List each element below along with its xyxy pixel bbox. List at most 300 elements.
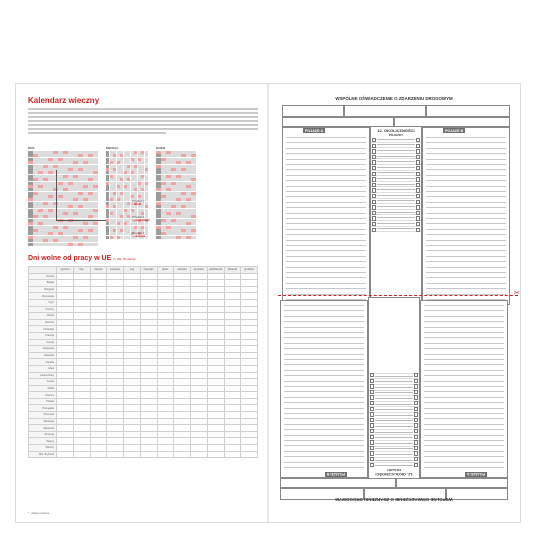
column-header: grudzień — [241, 267, 258, 274]
row-text — [375, 437, 413, 438]
holiday-cell — [241, 346, 258, 353]
country-cell: Francja — [29, 332, 57, 339]
holiday-cell — [107, 398, 124, 405]
holiday-cell — [157, 359, 174, 366]
checkbox-a[interactable] — [414, 395, 418, 399]
form-line — [424, 413, 504, 414]
holiday-cell — [207, 398, 224, 405]
form-line — [286, 256, 366, 257]
holiday-cell — [124, 412, 141, 419]
checkbox-b[interactable] — [416, 228, 420, 232]
holiday-cell — [157, 365, 174, 372]
country-cell: Luksemburg — [29, 372, 57, 379]
table-row — [29, 372, 258, 379]
holiday-cell — [57, 359, 74, 366]
calendar-cell — [43, 243, 48, 246]
holiday-cell — [124, 299, 141, 306]
checkbox-a[interactable] — [414, 379, 418, 383]
form-line — [284, 435, 364, 436]
holiday-cell — [124, 332, 141, 339]
row-text — [377, 223, 415, 224]
holiday-cell — [90, 299, 107, 306]
checkbox-b[interactable] — [370, 395, 374, 399]
calendar-cell — [171, 236, 176, 239]
row-text — [377, 161, 415, 162]
holiday-cell — [90, 306, 107, 313]
holiday-cell — [191, 392, 208, 399]
holiday-cell — [224, 438, 241, 445]
holiday-cell — [191, 346, 208, 353]
form-field-date[interactable] — [282, 105, 344, 117]
calendar-cell — [78, 243, 83, 246]
row-text — [375, 404, 413, 405]
country-cell: Czechy — [29, 306, 57, 313]
holiday-cell — [191, 286, 208, 293]
checkbox-a[interactable] — [414, 440, 418, 444]
form-line — [284, 327, 364, 328]
holiday-cell — [241, 339, 258, 346]
form-half-upright — [282, 105, 508, 305]
form-line — [424, 403, 504, 404]
holiday-cell — [90, 326, 107, 333]
circumstance-row — [369, 446, 419, 452]
holiday-cell — [73, 299, 90, 306]
intro-line — [28, 112, 258, 114]
holiday-cell — [90, 293, 107, 300]
holiday-cell — [157, 299, 174, 306]
holiday-cell — [241, 438, 258, 445]
holiday-cell — [73, 326, 90, 333]
form-line — [426, 223, 506, 224]
holiday-cell — [124, 392, 141, 399]
column-header: maj — [124, 267, 141, 274]
holiday-cell — [57, 418, 74, 425]
holiday-cell — [174, 445, 191, 452]
holiday-cell — [241, 280, 258, 287]
holiday-cell — [157, 425, 174, 432]
holiday-cell — [191, 438, 208, 445]
country-cell: Słowenia — [29, 425, 57, 432]
checkbox-b[interactable] — [370, 407, 374, 411]
holiday-cell — [157, 332, 174, 339]
holiday-cell — [107, 299, 124, 306]
holiday-cell — [90, 273, 107, 280]
form-line — [284, 354, 364, 355]
form-line — [286, 148, 366, 149]
holiday-cell — [73, 332, 90, 339]
form-line — [284, 403, 364, 404]
holiday-cell — [140, 286, 157, 293]
holiday-cell — [90, 372, 107, 379]
checkbox-b[interactable] — [370, 390, 374, 394]
form-line — [286, 159, 366, 160]
row-text — [375, 393, 413, 394]
form-line — [424, 430, 504, 431]
holiday-cell — [140, 405, 157, 412]
checkbox-a[interactable] — [414, 463, 418, 467]
row-text — [377, 172, 415, 173]
form-line — [426, 256, 506, 257]
holiday-cell — [140, 379, 157, 386]
form-line — [284, 397, 364, 398]
holiday-cell — [157, 286, 174, 293]
holiday-cell — [191, 451, 208, 458]
calendar-title: MIESIĄC — [106, 146, 119, 150]
checkbox-a[interactable] — [414, 457, 418, 461]
holiday-cell — [191, 293, 208, 300]
holiday-cell — [191, 352, 208, 359]
checkbox-b[interactable] — [370, 440, 374, 444]
row-text — [375, 382, 413, 383]
row-text — [377, 167, 415, 168]
form-line — [424, 322, 504, 323]
form-line — [286, 267, 366, 268]
holiday-cell — [124, 339, 141, 346]
country-cell: Bułgaria — [29, 286, 57, 293]
holiday-cell — [57, 299, 74, 306]
form-line — [424, 381, 504, 382]
row-text — [375, 449, 413, 450]
holiday-cell — [224, 280, 241, 287]
holiday-cell — [207, 299, 224, 306]
holiday-cell — [207, 438, 224, 445]
holiday-cell — [224, 319, 241, 326]
holiday-cell — [73, 412, 90, 419]
holiday-cell — [57, 379, 74, 386]
form-line — [424, 419, 504, 420]
checkbox-a[interactable] — [414, 373, 418, 377]
holiday-cell — [57, 273, 74, 280]
form-line — [424, 462, 504, 463]
country-cell: Węgry — [29, 438, 57, 445]
holiday-cell — [73, 385, 90, 392]
holiday-cell — [207, 352, 224, 359]
column-header: kwiecień — [107, 267, 124, 274]
circumstance-row — [369, 412, 419, 418]
holiday-cell — [241, 286, 258, 293]
checkbox-b[interactable] — [370, 384, 374, 388]
checkbox-b[interactable] — [370, 423, 374, 427]
holiday-cell — [124, 346, 141, 353]
form-field-location[interactable] — [344, 105, 426, 117]
form-line — [286, 218, 366, 219]
country-cell: Rumunia — [29, 412, 57, 419]
country-cell: Niemcy — [29, 392, 57, 399]
checkbox-a[interactable] — [414, 407, 418, 411]
country-cell: Wlk. Brytania — [29, 451, 57, 458]
vehicle-b-header: POJAZD B — [326, 472, 345, 477]
holiday-cell — [174, 273, 191, 280]
holiday-cell — [191, 372, 208, 379]
form-line — [284, 392, 364, 393]
holiday-cell — [241, 405, 258, 412]
form-line — [286, 180, 366, 181]
form-line — [424, 397, 504, 398]
holiday-cell — [73, 346, 90, 353]
form-line — [286, 272, 366, 273]
holiday-cell — [90, 352, 107, 359]
checkbox-b[interactable] — [370, 457, 374, 461]
form-field-injuries[interactable] — [426, 105, 510, 117]
holiday-cell — [107, 445, 124, 452]
form-line — [284, 462, 364, 463]
form-field-witnesses[interactable] — [280, 478, 396, 488]
holiday-cell — [57, 286, 74, 293]
holiday-cell — [124, 280, 141, 287]
checkbox-a[interactable] — [372, 228, 376, 232]
row-text — [375, 409, 413, 410]
vehicle-b-section — [422, 127, 510, 305]
form-line — [286, 169, 366, 170]
holiday-cell — [207, 365, 224, 372]
holiday-cell — [191, 313, 208, 320]
checkbox-b[interactable] — [370, 401, 374, 405]
form-line — [284, 365, 364, 366]
holiday-cell — [73, 313, 90, 320]
holiday-cell — [207, 273, 224, 280]
holiday-cell — [241, 332, 258, 339]
holiday-cell — [157, 445, 174, 452]
holiday-cell — [107, 273, 124, 280]
circumstance-row — [369, 462, 419, 468]
example-result: = niedziela — [132, 235, 146, 239]
holiday-cell — [241, 418, 258, 425]
holiday-cell — [57, 346, 74, 353]
holiday-cell — [57, 425, 74, 432]
holiday-cell — [124, 319, 141, 326]
row-text — [377, 195, 415, 196]
holiday-cell — [107, 438, 124, 445]
holiday-cell — [107, 418, 124, 425]
holiday-cell — [73, 365, 90, 372]
holiday-cell — [57, 398, 74, 405]
row-text — [377, 144, 415, 145]
holiday-cell — [90, 379, 107, 386]
circumstance-row — [369, 429, 419, 435]
guide-arrow — [56, 220, 106, 221]
form-line — [426, 283, 506, 284]
holiday-cell — [73, 379, 90, 386]
holiday-cell — [174, 385, 191, 392]
country-cell: Portugalia — [29, 405, 57, 412]
holiday-cell — [140, 431, 157, 438]
form-line — [424, 446, 504, 447]
holiday-cell — [207, 385, 224, 392]
form-line — [426, 213, 506, 214]
holiday-cell — [207, 412, 224, 419]
form-line — [286, 142, 366, 143]
holiday-cell — [191, 431, 208, 438]
calendar-cell — [68, 243, 73, 246]
circumstance-row — [369, 395, 419, 401]
calendar-cell — [181, 236, 186, 239]
checkbox-a[interactable] — [414, 451, 418, 455]
holiday-cell — [90, 280, 107, 287]
holiday-cell — [73, 372, 90, 379]
holiday-cell — [157, 385, 174, 392]
holiday-cell — [57, 352, 74, 359]
holiday-cell — [174, 293, 191, 300]
table-row — [29, 313, 258, 320]
holiday-cell — [107, 306, 124, 313]
row-text — [375, 460, 413, 461]
holiday-cell — [241, 425, 258, 432]
holiday-cell — [207, 339, 224, 346]
column-header: sierpień — [174, 267, 191, 274]
holiday-cell — [90, 286, 107, 293]
holiday-cell — [157, 392, 174, 399]
holiday-cell — [124, 405, 141, 412]
calendar-cell — [48, 243, 53, 246]
holiday-cell — [174, 346, 191, 353]
holiday-cell — [241, 392, 258, 399]
form-line — [426, 229, 506, 230]
checkbox-a[interactable] — [414, 429, 418, 433]
circumstances-section — [370, 126, 422, 308]
checkbox-a[interactable] — [414, 390, 418, 394]
checkbox-b[interactable] — [370, 373, 374, 377]
holiday-cell — [191, 359, 208, 366]
holiday-cell — [207, 306, 224, 313]
calendar-cell — [93, 243, 98, 246]
checkbox-a[interactable] — [414, 446, 418, 450]
checkbox-b[interactable] — [370, 379, 374, 383]
intro-line — [28, 116, 258, 118]
calendar-cell — [145, 236, 148, 239]
country-cell: Finlandia — [29, 326, 57, 333]
form-line — [284, 430, 364, 431]
holiday-cell — [207, 286, 224, 293]
holiday-cell — [241, 398, 258, 405]
holiday-cell — [124, 379, 141, 386]
checkbox-b[interactable] — [370, 446, 374, 450]
holiday-cell — [90, 392, 107, 399]
checkbox-b[interactable] — [370, 435, 374, 439]
intro-line — [28, 124, 258, 126]
holiday-cell — [57, 438, 74, 445]
calendar-cell — [33, 243, 38, 246]
form-line — [426, 169, 506, 170]
holiday-cell — [241, 372, 258, 379]
holiday-cell — [157, 280, 174, 287]
country-cell: Łotwa — [29, 379, 57, 386]
row-text — [377, 189, 415, 190]
intro-line — [28, 120, 258, 122]
form-line — [424, 338, 504, 339]
holiday-cell — [207, 431, 224, 438]
holiday-cell — [174, 398, 191, 405]
holiday-cell — [191, 425, 208, 432]
form-line — [286, 207, 366, 208]
form-line — [426, 153, 506, 154]
calendar-cell — [186, 236, 191, 239]
holiday-cell — [57, 319, 74, 326]
holiday-cell — [174, 431, 191, 438]
form-line — [286, 137, 366, 138]
vehicle-a-header: POJAZD A — [305, 128, 324, 133]
checkbox-b[interactable] — [370, 418, 374, 422]
form-line — [284, 381, 364, 382]
circumstance-row — [369, 384, 419, 390]
example-2 — [132, 216, 150, 223]
circumstance-row — [369, 440, 419, 446]
holiday-cell — [174, 306, 191, 313]
checkbox-b[interactable] — [370, 429, 374, 433]
holiday-cell — [124, 398, 141, 405]
holiday-cell — [124, 359, 141, 366]
holiday-cell — [174, 332, 191, 339]
form-line — [426, 288, 506, 289]
form-line — [424, 376, 504, 377]
form-line — [424, 349, 504, 350]
holiday-cell — [57, 405, 74, 412]
table-row — [29, 306, 258, 313]
table-row — [29, 352, 258, 359]
holiday-cell — [140, 451, 157, 458]
form-line — [424, 386, 504, 387]
checkbox-b[interactable] — [370, 412, 374, 416]
circumstance-row — [369, 434, 419, 440]
holiday-cell — [157, 431, 174, 438]
vehicle-a-section — [420, 300, 508, 478]
holiday-cell — [174, 451, 191, 458]
holiday-cell — [207, 418, 224, 425]
holiday-cell — [174, 352, 191, 359]
calendar-cell — [161, 236, 166, 239]
form-line — [286, 186, 366, 187]
form-line — [286, 164, 366, 165]
checkbox-b[interactable] — [370, 463, 374, 467]
table-row — [29, 359, 258, 366]
checkbox-a[interactable] — [414, 423, 418, 427]
form-line — [286, 229, 366, 230]
checkbox-a[interactable] — [414, 412, 418, 416]
holiday-cell — [73, 352, 90, 359]
holiday-cell — [224, 313, 241, 320]
holiday-cell — [57, 445, 74, 452]
form-line — [426, 142, 506, 143]
holiday-cell — [224, 293, 241, 300]
column-header: czerwiec — [140, 267, 157, 274]
form-line — [284, 408, 364, 409]
holiday-cell — [57, 392, 74, 399]
table-row — [29, 445, 258, 452]
vehicle-b-section — [280, 300, 368, 478]
row-text — [375, 443, 413, 444]
country-cell: Belgia — [29, 280, 57, 287]
table-row — [29, 273, 258, 280]
holiday-cell — [207, 425, 224, 432]
form-line — [286, 283, 366, 284]
checkbox-a[interactable] — [414, 435, 418, 439]
checkbox-b[interactable] — [370, 451, 374, 455]
example-title: Przykład 3 — [132, 232, 145, 235]
form-field-damage[interactable] — [396, 478, 508, 488]
form-line — [424, 354, 504, 355]
holiday-cell — [191, 306, 208, 313]
checkbox-a[interactable] — [414, 401, 418, 405]
holiday-cell — [107, 431, 124, 438]
country-cell: Dania — [29, 313, 57, 320]
checkbox-a[interactable] — [414, 384, 418, 388]
checkbox-a[interactable] — [414, 418, 418, 422]
column-header: luty — [73, 267, 90, 274]
holiday-cell — [90, 332, 107, 339]
holiday-cell — [157, 405, 174, 412]
holiday-cell — [124, 286, 141, 293]
calendar-cell — [63, 243, 68, 246]
holiday-cell — [224, 286, 241, 293]
